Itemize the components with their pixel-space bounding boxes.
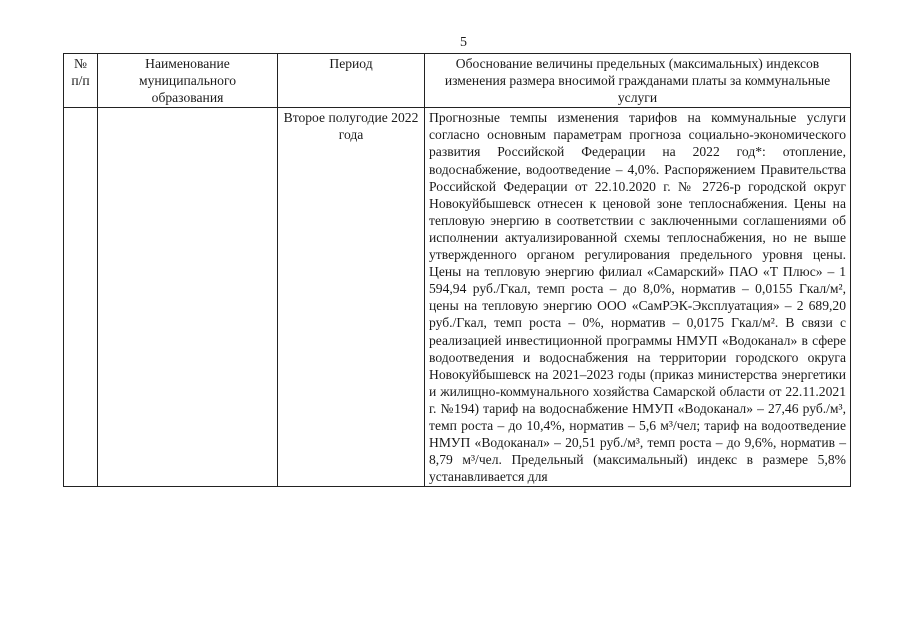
header-period: Период [278,54,425,108]
cell-period: Второе полугодие 2022 года [278,108,425,487]
table-row [64,108,851,487]
cell-municipality [98,108,278,487]
table-header-row [64,54,851,108]
header-number: № п/п [64,54,98,108]
page-number: 5 [460,35,467,50]
justification-text: Прогнозные темпы изменения тарифов на коммунальные услуги согласно основным параметрам прогноза социально-экономического развития Российской Федерации на 2022 год*: отопление, водоснабжение, водоотведение – 4,0%. Распоряжением Правительства Российской Федерации от 22.10.2020 г. № 2726-р городской округ Новокуйбышевск отнесен к ценовой зоне теплоснабжения. Цены на тепловую энергию в соответствии с заключенными соглашениями об исполнении актуализированной схемы теплоснабжения, но не выше утвержденного органом регулирования предельного уровня цены. Цены на тепловую энергию филиал «Самарский» ПАО «Т Плюс» – 1 594,94 руб./Гкал, темп роста – до 8,0%, норматив – 0,0155 Гкал/м², цены на тепловую энергию ООО «СамРЭК-Эксплуатация» – 2 689,20 руб./Гкал, темп роста – 0%, норматив – 0,0175 Гкал/м². В связи с реализацией инвестиционной программы НМУП «Водоканал» в сфере водоотведения и водоснабжения на территории городского округа Новокуйбышевск на 2021–2023 годы (приказ министерства энергетики и жилищно-коммунального хозяйства Самарской области от 22.11.2021 г. №194) тариф на водоснабжение НМУП «Водоканал» – 27,46 руб./м³, темп роста – до 10,4%, норматив – 5,6 м³/чел; тариф на водоотведение НМУП «Водоканал» – 20,51 руб./м³, темп роста – до 9,6%, норматив – 8,79 м³/чел. Предельный (максимальный) индекс в размере 5,8% устанавливается для [429,110,846,485]
cell-number [64,108,98,487]
header-justification: Обоснование величины предельных (максимальных) индексов изменения размера вносимой гражданами платы за коммунальные услуги [425,54,851,108]
tariff-table [63,53,851,487]
cell-justification [425,108,851,487]
header-municipality: Наименование муниципального образования [98,54,278,108]
